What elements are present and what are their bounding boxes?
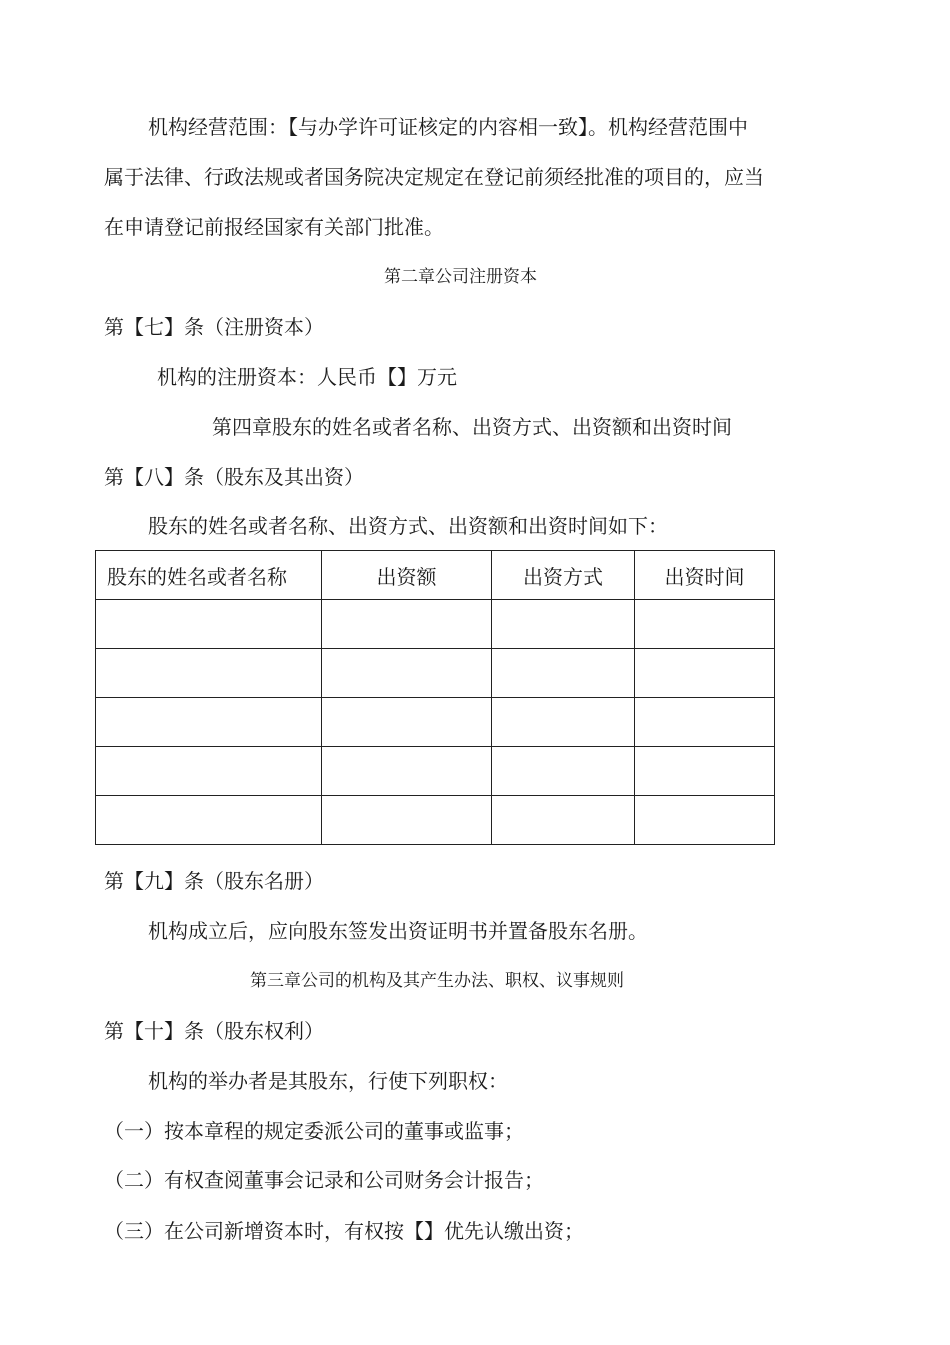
table-cell xyxy=(635,698,775,747)
chapter-3-title: 第三章公司的机构及其产生办法、职权、议事规则 xyxy=(250,971,624,991)
article-10-body: 机构的举办者是其股东，行使下列职权： xyxy=(148,1069,508,1093)
list-item: （一）按本章程的规定委派公司的董事或监事； xyxy=(104,1119,524,1143)
chapter-4-title: 第四章股东的姓名或者名称、出资方式、出资额和出资时间 xyxy=(212,415,732,439)
table-cell xyxy=(492,698,635,747)
table-cell xyxy=(492,796,635,845)
table-cell xyxy=(96,796,322,845)
table-cell xyxy=(492,600,635,649)
table-cell xyxy=(96,747,322,796)
article-9-title: 第【九】条（股东名册） xyxy=(104,869,324,893)
table-cell xyxy=(322,649,492,698)
table-cell xyxy=(492,649,635,698)
table-row xyxy=(96,796,775,845)
table-cell xyxy=(635,796,775,845)
table-row xyxy=(96,600,775,649)
table-cell xyxy=(322,747,492,796)
list-item: （三）在公司新增资本时，有权按【】优先认缴出资； xyxy=(104,1219,584,1243)
table-cell xyxy=(492,747,635,796)
table-cell xyxy=(635,649,775,698)
table-row xyxy=(96,698,775,747)
article-7-body: 机构的注册资本：人民币【】万元 xyxy=(157,365,457,389)
table-row xyxy=(96,649,775,698)
scope-line-2: 属于法律、行政法规或者国务院决定规定在登记前须经批准的项目的，应当 xyxy=(104,165,764,189)
article-9-body: 机构成立后，应向股东签发出资证明书并置备股东名册。 xyxy=(148,919,648,943)
table-row xyxy=(96,747,775,796)
header-shareholder-name: 股东的姓名或者名称 xyxy=(96,551,322,600)
table-header-row xyxy=(96,551,775,600)
article-8-title: 第【八】条（股东及其出资） xyxy=(104,465,364,489)
article-8-body: 股东的姓名或者名称、出资方式、出资额和出资时间如下： xyxy=(148,514,668,538)
table-cell xyxy=(322,698,492,747)
list-item: （二）有权查阅董事会记录和公司财务会计报告； xyxy=(104,1168,544,1192)
table-cell xyxy=(635,747,775,796)
table-cell xyxy=(96,698,322,747)
table-cell xyxy=(322,796,492,845)
article-7-title: 第【七】条（注册资本） xyxy=(104,315,324,339)
header-capital-date: 出资时间 xyxy=(635,551,775,600)
table-cell xyxy=(96,600,322,649)
header-capital-method: 出资方式 xyxy=(492,551,635,600)
table-cell xyxy=(635,600,775,649)
shareholder-table xyxy=(95,550,775,845)
table-cell xyxy=(322,600,492,649)
table-cell xyxy=(96,649,322,698)
scope-line-3: 在申请登记前报经国家有关部门批准。 xyxy=(104,215,444,239)
article-10-title: 第【十】条（股东权利） xyxy=(104,1019,324,1043)
scope-line-1: 机构经营范围：【与办学许可证核定的内容相一致】。机构经营范围中 xyxy=(148,115,748,139)
header-capital-amount: 出资额 xyxy=(322,551,492,600)
chapter-2-title: 第二章公司注册资本 xyxy=(384,267,537,287)
